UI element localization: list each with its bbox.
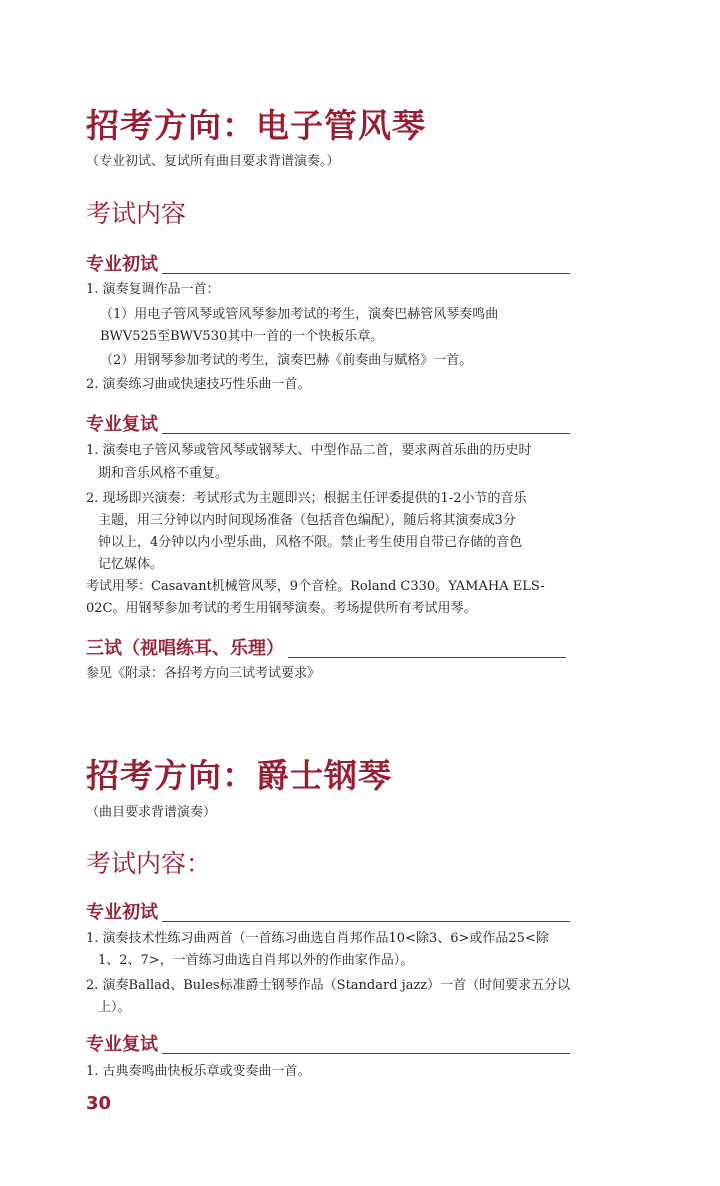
organ-third-heading xyxy=(86,634,566,660)
heading-rule xyxy=(162,1053,570,1054)
heading-rule xyxy=(162,921,570,922)
jazz-prelim-item-1-line2: 1、2、7>，一首练习曲选自肖邦以外的作曲家作品）。 xyxy=(98,953,414,968)
organ-instrument-line2: 02C。用钢琴参加考试的考生用钢琴演奏。考场提供所有考试用琴。 xyxy=(86,601,477,616)
jazz-retest-heading xyxy=(86,1030,570,1056)
heading-rule xyxy=(162,273,570,274)
organ-instrument-line1: 考试用琴：Casavant机械管风琴，9个音栓。Roland C330。YAMAHA ELS- xyxy=(86,579,545,594)
organ-retest-heading xyxy=(86,410,570,436)
organ-content-heading: 考试内容 xyxy=(86,199,187,228)
organ-prelim-subitem-1-line1: （1）用电子管风琴或管风琴参加考试的考生，演奏巴赫管风琴奏鸣曲 xyxy=(100,307,499,322)
organ-retest-item-2-line4: 记忆媒体。 xyxy=(98,557,164,572)
organ-section-note: （专业初试、复试所有曲目要求背谱演奏。） xyxy=(86,154,340,169)
organ-retest-item-1-line1: 1. 演奏电子管风琴或管风琴或钢琴大、中型作品二首，要求两首乐曲的历史时 xyxy=(86,443,532,458)
organ-prelim-subitem-1-line2: BWV525至BWV530其中一首的一个快板乐章。 xyxy=(100,329,384,344)
organ-retest-item-2-line1: 2. 现场即兴演奏：考试形式为主题即兴；根据主任评委提供的1-2小节的音乐 xyxy=(86,491,527,506)
organ-retest-item-2-line3: 钟以上，4分钟以内小型乐曲，风格不限。禁止考生使用自带已存储的音色 xyxy=(98,535,523,550)
jazz-preliminary-label: 专业初试 xyxy=(86,902,158,923)
organ-retest-label: 专业复试 xyxy=(86,414,158,435)
organ-prelim-item-1: 1. 演奏复调作品一首： xyxy=(86,282,220,297)
organ-third-label: 三试（视唱练耳、乐理） xyxy=(86,638,284,659)
organ-prelim-subitem-2: （2）用钢琴参加考试的考生，演奏巴赫《前奏曲与赋格》一首。 xyxy=(100,353,473,368)
heading-rule xyxy=(162,433,570,434)
jazz-prelim-item-1-line1: 1. 演奏技术性练习曲两首（一首练习曲选自肖邦作品10<除3、6>或作品25<除 xyxy=(86,931,549,946)
page-number: 30 xyxy=(86,1093,112,1114)
jazz-content-heading: 考试内容： xyxy=(86,849,212,878)
jazz-prelim-item-2-line1: 2. 演奏Ballad、Bules标准爵士钢琴作品（Standard jazz）一首（时间要求五分以 xyxy=(86,978,571,993)
organ-retest-item-1-line2: 期和音乐风格不重复。 xyxy=(98,466,229,481)
organ-preliminary-label: 专业初试 xyxy=(86,254,158,275)
jazz-section-note: （曲目要求背谱演奏） xyxy=(86,805,217,820)
organ-section-title: 招考方向：电子管风琴 xyxy=(86,106,426,145)
jazz-preliminary-heading xyxy=(86,898,570,924)
jazz-retest-label: 专业复试 xyxy=(86,1034,158,1055)
organ-third-reference: 参见《附录：各招考方向三试考试要求》 xyxy=(86,666,321,681)
heading-rule xyxy=(288,657,566,658)
jazz-prelim-item-2-line2: 上）。 xyxy=(98,1000,131,1015)
organ-preliminary-heading xyxy=(86,250,570,276)
organ-retest-item-2-line2: 主题，用三分钟以内时间现场准备（包括音色编配），随后将其演奏成3分 xyxy=(98,513,516,528)
organ-prelim-item-2: 2. 演奏练习曲或快速技巧性乐曲一首。 xyxy=(86,377,311,392)
jazz-retest-item-1: 1. 古典奏鸣曲快板乐章或变奏曲一首。 xyxy=(86,1064,311,1079)
jazz-section-title: 招考方向：爵士钢琴 xyxy=(86,756,392,795)
